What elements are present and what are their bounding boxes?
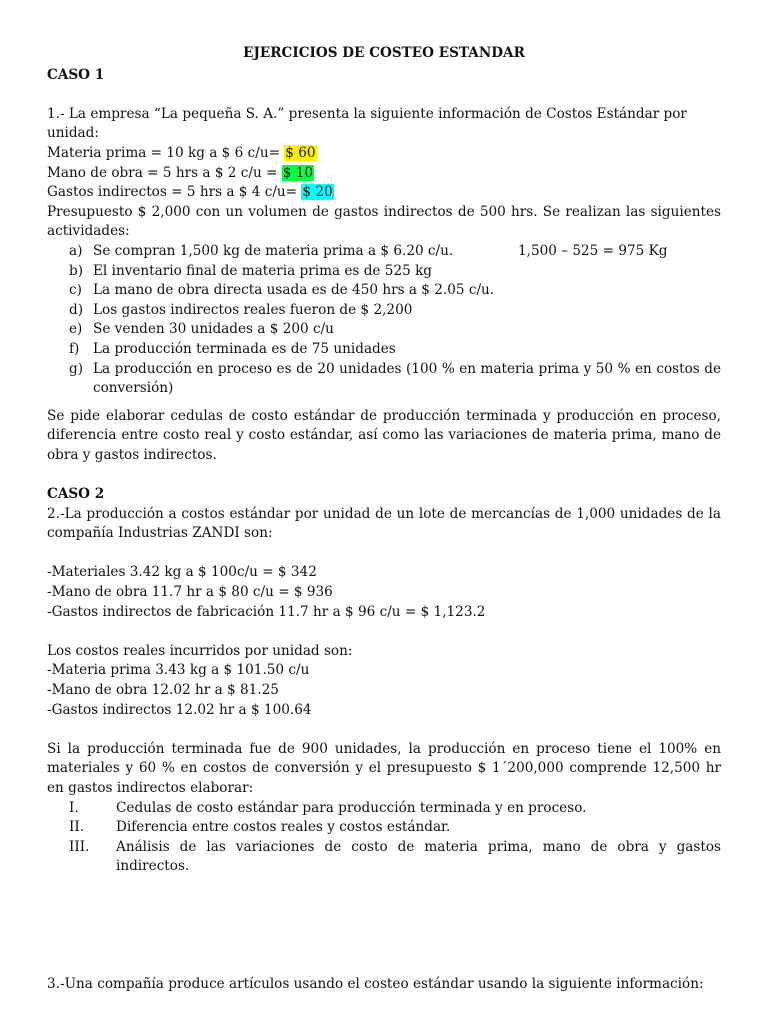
caso1-budget: Presupuesto $ 2,000 con un volumen de gastos indirectos de 500 hrs. Se realizan las siguientes actividades: (47, 203, 721, 240)
caso2-intro: 2.-La producción a costos estándar por unidad de un lote de mercancías de 1,000 unidades de la compañía Industrias ZANDI son: (47, 505, 721, 542)
caso1-line-text: Materia prima = 10 kg a $ 6 c/u= (47, 144, 285, 161)
document-title: EJERCICIOS DE COSTEO ESTANDAR (243, 45, 525, 61)
caso2-real-line: -Materia prima 3.43 kg a $ 101.50 c/u (47, 662, 310, 679)
list-item-text: La producción en proceso es de 20 unidades (100 % en materia prima y 50 % en costos de conversión) (93, 360, 721, 397)
list-item (47, 340, 721, 360)
caso1-line-mano (47, 164, 721, 184)
caso2-standard-line: -Gastos indirectos de fabricación 11.7 hr a $ 96 c/u = $ 1,123.2 (47, 603, 486, 620)
caso1-heading: CASO 1 (47, 66, 105, 83)
list-item-text: Los gastos indirectos reales fueron de $ 2,200 (93, 301, 413, 318)
list-marker: a) (69, 242, 83, 259)
list-item-text: Se venden 30 unidades a $ 200 c/u (93, 321, 334, 338)
list-item-text: Diferencia entre costos reales y costos estándar. (116, 819, 451, 836)
caso2-task-list (47, 799, 721, 877)
list-marker: f) (69, 340, 80, 357)
list-item-text: Se compran 1,500 kg de materia prima a $ 6.20 c/u. (93, 242, 454, 259)
caso1-line-text: Mano de obra = 5 hrs a $ 2 c/u = (47, 164, 282, 181)
caso1-line-text: Gastos indirectos = 5 hrs a $ 4 c/u= (47, 184, 302, 201)
highlighted-amount: $ 10 (282, 164, 314, 181)
caso1-intro: 1.- La empresa “La pequeña S. A.” presenta la siguiente información de Costos Estándar por unidad: (47, 105, 687, 142)
list-item (47, 818, 721, 838)
caso2-standard-line: -Mano de obra 11.7 hr a $ 80 c/u = $ 936 (47, 584, 333, 601)
list-marker: II. (69, 819, 85, 836)
caso2-request: Si la producción terminada fue de 900 unidades, la producción en proceso tiene el 100% en materiales y 60 % en costos de conversión y el presupuesto $ 1´200,000 comprende 12,500 hr en gastos indirectos elaborar: (47, 740, 721, 796)
caso2-real-heading: Los costos reales incurridos por unidad son: (47, 642, 353, 659)
caso2-real-line: -Gastos indirectos 12.02 hr a $ 100.64 (47, 701, 312, 718)
list-marker: c) (69, 282, 82, 299)
list-marker: d) (69, 301, 84, 318)
list-marker: I. (69, 799, 79, 816)
calculation-note: 1,500 – 525 = 975 Kg (518, 242, 668, 259)
list-item-text: Cedulas de costo estándar para producción terminada y en proceso. (116, 799, 587, 816)
caso1-request: Se pide elaborar cedulas de costo estándar de producción terminada y producción en proceso, diferencia entre costo real y costo estándar, así como las variaciones de materia prima, mano de obra y gastos indirectos. (47, 407, 721, 463)
list-item-text: Análisis de las variaciones de costo de materia prima, mano de obra y gastos indirectos. (116, 838, 721, 875)
document-page (47, 44, 721, 995)
list-item-text: La mano de obra directa usada es de 450 hrs a $ 2.05 c/u. (93, 282, 495, 299)
list-item-text: El inventario final de materia prima es de 525 kg (93, 262, 433, 279)
list-item-text: La producción terminada es de 75 unidades (93, 340, 396, 357)
list-item (47, 301, 721, 321)
list-marker: e) (69, 321, 83, 338)
caso3-intro: 3.-Una compañía produce artículos usando el costeo estándar usando la siguiente información: (47, 975, 704, 992)
list-marker: b) (69, 262, 84, 279)
caso2-real-line: -Mano de obra 12.02 hr a $ 81.25 (47, 682, 279, 698)
caso1-line-materia (47, 144, 721, 164)
caso2-heading: CASO 2 (47, 486, 105, 503)
highlighted-amount: $ 20 (302, 184, 333, 201)
list-item (47, 838, 721, 877)
list-item (47, 262, 721, 282)
list-marker: g) (69, 360, 84, 377)
list-item (47, 281, 721, 301)
list-marker: III. (69, 838, 90, 855)
caso1-line-gastos (47, 183, 721, 203)
highlighted-amount: $ 60 (285, 144, 316, 161)
caso2-standard-line: -Materiales 3.42 kg a $ 100c/u = $ 342 (47, 564, 317, 581)
list-item (47, 242, 721, 262)
list-item (47, 320, 721, 340)
caso1-activity-list (47, 242, 721, 399)
list-item (47, 799, 721, 819)
list-item (47, 360, 721, 399)
